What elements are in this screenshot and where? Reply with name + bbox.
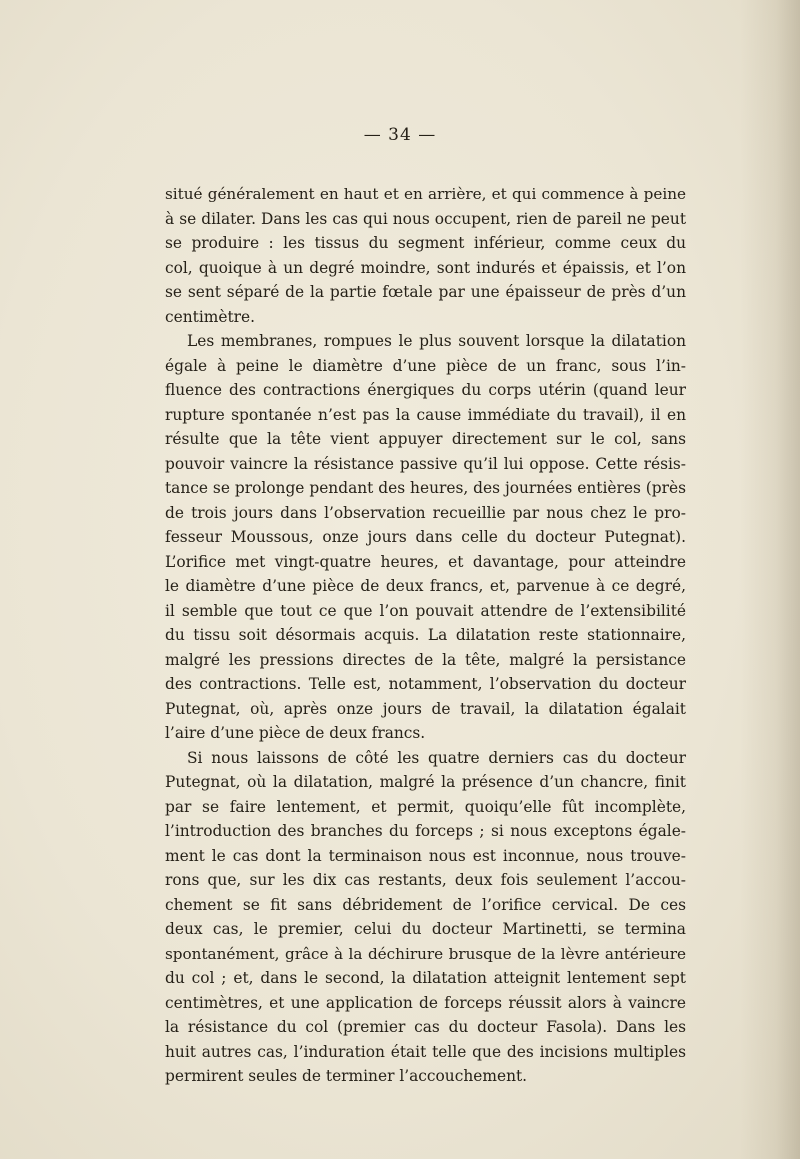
page-edge-shadow	[740, 0, 800, 1159]
text-line: L’orifice met vingt-quatre heures, et davantage, pour atteindre	[165, 552, 686, 571]
text-line: centimètres, et une application de forceps réussit alors à vaincre	[165, 993, 686, 1012]
text-line: Si nous laissons de côté les quatre derniers cas du docteur	[187, 748, 686, 767]
text-line: de trois jours dans l’observation recueillie par nous chez le pro-	[165, 503, 686, 522]
text-line: résulte que la tête vient appuyer directement sur le col, sans	[165, 430, 686, 448]
text-line: spontanément, grâce à la déchirure brusque de la lèvre antérieure	[165, 944, 686, 963]
text-line: Putegnat, où la dilatation, malgré la présence d’un chancre, finit	[165, 773, 686, 791]
text-line: l’introduction des branches du forceps ; si nous exceptons égale-	[165, 822, 686, 840]
text-line: fesseur Moussous, onze jours dans celle du docteur Putegnat).	[165, 528, 686, 546]
text-line: huit autres cas, l’induration était telle que des incisions multiples	[165, 1042, 686, 1061]
text-line: permirent seules de terminer l’accouchement.	[165, 1067, 528, 1085]
text-line: centimètre.	[165, 307, 255, 326]
text-line: rupture spontanée n’est pas la cause immédiate du travail), il en	[165, 405, 686, 424]
text-line: à se dilater. Dans les cas qui nous occupent, rien de pareil ne peut	[165, 209, 686, 228]
text-line: le diamètre d’une pièce de deux francs, et, parvenue à ce degré,	[165, 577, 686, 595]
text-line: des contractions. Telle est, notamment, l’observation du docteur	[165, 675, 686, 693]
text-line: la résistance du col (premier cas du docteur Fasola). Dans les	[165, 1018, 686, 1036]
text-line: rons que, sur les dix cas restants, deux fois seulement l’accou-	[165, 871, 686, 889]
text-line: l’aire d’une pièce de deux francs.	[165, 724, 426, 742]
text-line: il semble que tout ce que l’on pouvait attendre de l’extensibilité	[165, 601, 686, 620]
text-line: malgré les pressions directes de la tête, malgré la persistance	[165, 650, 686, 669]
text-line: situé généralement en haut et en arrière, et qui commence à peine	[165, 185, 686, 203]
text-line: tance se prolonge pendant des heures, des journées entières (près	[165, 479, 686, 497]
text-line: Putegnat, où, après onze jours de travail, la dilatation égalait	[165, 699, 686, 718]
text-line: Les membranes, rompues le plus souvent lorsque la dilatation	[187, 332, 686, 350]
text-line: se sent séparé de la partie fœtale par une épaisseur de près d’un	[165, 283, 686, 301]
text-line: du tissu soit désormais acquis. La dilatation reste stationnaire,	[165, 626, 686, 644]
text-line: se produire : les tissus du segment inférieur, comme ceux du	[165, 234, 686, 252]
page-number: — 34 —	[363, 125, 437, 145]
text-line: chement se fit sans débridement de l’orifice cervical. De ces	[165, 895, 686, 914]
text-line: deux cas, le premier, celui du docteur Martinetti, se termina	[165, 920, 686, 938]
body-text	[165, 182, 686, 1089]
text-line: du col ; et, dans le second, la dilatation atteignit lentement sept	[165, 969, 686, 987]
text-line: par se faire lentement, et permit, quoiqu’elle fût incomplète,	[165, 797, 686, 816]
text-line: fluence des contractions énergiques du corps utérin (quand leur	[165, 381, 686, 399]
text-line: col, quoique à un degré moindre, sont indurés et épaissis, et l’on	[165, 258, 686, 277]
text-line: ment le cas dont la terminaison nous est inconnue, nous trouve-	[165, 846, 686, 865]
text-line: égale à peine le diamètre d’une pièce de un franc, sous l’in-	[165, 356, 686, 375]
text-line: pouvoir vaincre la résistance passive qu’il lui oppose. Cette résis-	[165, 454, 686, 473]
